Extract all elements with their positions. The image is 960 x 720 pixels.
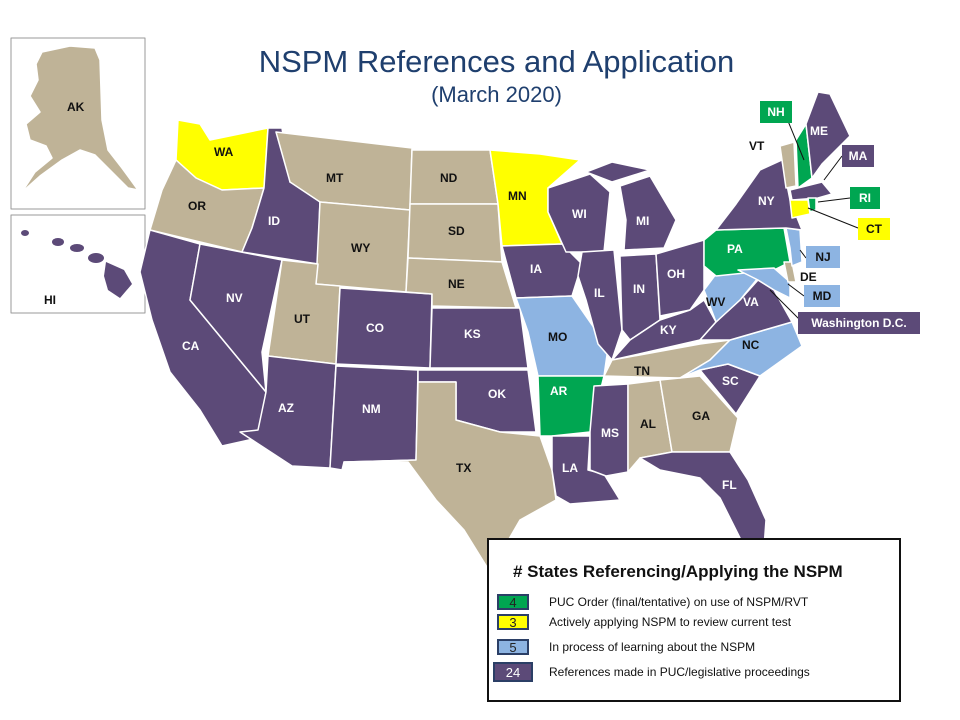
legend-label-applying: Actively applying NSPM to review current test (549, 615, 792, 629)
label-va: VA (743, 295, 759, 309)
legend-swatch-references: 24 (493, 662, 533, 682)
state-co[interactable] (336, 288, 432, 368)
label-ok: OK (488, 387, 506, 401)
label-ms: MS (601, 426, 619, 440)
label-in: IN (633, 282, 645, 296)
label-mi: MI (636, 214, 650, 228)
callout-nj: NJ (806, 246, 840, 268)
label-ga: GA (692, 409, 710, 423)
label-nd: ND (440, 171, 458, 185)
label-wy: WY (351, 241, 371, 255)
label-sc: SC (722, 374, 739, 388)
callout-nh: NH (760, 101, 792, 123)
state-fl[interactable] (640, 452, 766, 548)
label-co: CO (366, 321, 384, 335)
label-tx: TX (456, 461, 472, 475)
label-wi: WI (572, 207, 587, 221)
label-me: ME (810, 124, 828, 138)
callout-dc: Washington D.C. (798, 312, 920, 334)
legend-label-puc-order: PUC Order (final/tentative) on use of NSPM/RVT (549, 595, 809, 609)
label-ky: KY (660, 323, 677, 337)
label-or: OR (188, 199, 206, 213)
label-de: DE (800, 270, 817, 284)
state-nm[interactable] (330, 366, 418, 470)
legend-swatch-learning: 5 (497, 639, 529, 655)
label-id: ID (268, 214, 280, 228)
label-nv: NV (226, 291, 243, 305)
label-mn: MN (508, 189, 527, 203)
legend-label-learning: In process of learning about the NSPM (549, 640, 756, 654)
label-al: AL (640, 417, 656, 431)
label-ny: NY (758, 194, 775, 208)
label-az: AZ (278, 401, 294, 415)
label-wa: WA (214, 145, 234, 159)
state-mi[interactable] (620, 176, 676, 250)
label-ne: NE (448, 277, 465, 291)
label-sd: SD (448, 224, 465, 238)
label-ar: AR (550, 384, 568, 398)
state-ct[interactable] (790, 200, 810, 218)
map-title: NSPM References and Application (258, 44, 735, 79)
label-ia: IA (530, 262, 542, 276)
label-tn: TN (634, 364, 650, 378)
label-vt: VT (749, 139, 765, 153)
label-pa: PA (727, 242, 743, 256)
label-oh: OH (667, 267, 685, 281)
label-ks: KS (464, 327, 481, 341)
legend-swatch-puc-order: 4 (497, 594, 529, 610)
callout-md: MD (804, 285, 840, 307)
legend-title: # States Referencing/Applying the NSPM (513, 562, 843, 581)
legend-row-learning (489, 639, 899, 659)
legend-row-puc-order (489, 594, 899, 614)
label-fl: FL (722, 478, 737, 492)
label-mo: MO (548, 330, 568, 344)
label-la: LA (562, 461, 578, 475)
legend-row-references (489, 664, 899, 684)
label-ca: CA (182, 339, 200, 353)
callout-ri: RI (850, 187, 880, 209)
legend-swatch-applying: 3 (497, 614, 529, 630)
label-nc: NC (742, 338, 760, 352)
label-nm: NM (362, 402, 381, 416)
callout-ct: CT (858, 218, 890, 240)
legend-row-applying (489, 614, 899, 634)
label-ut: UT (294, 312, 310, 326)
label-hi: HI (44, 293, 56, 307)
label-il: IL (594, 286, 605, 300)
label-mt: MT (326, 171, 344, 185)
hawaii-inset-frame (11, 215, 145, 313)
legend (487, 538, 901, 702)
legend-label-references: References made in PUC/legislative proceedings (549, 665, 810, 679)
label-ak: AK (67, 100, 85, 114)
label-wv: WV (706, 295, 726, 309)
callout-ma: MA (842, 145, 874, 167)
map-subtitle: (March 2020) (431, 82, 562, 107)
